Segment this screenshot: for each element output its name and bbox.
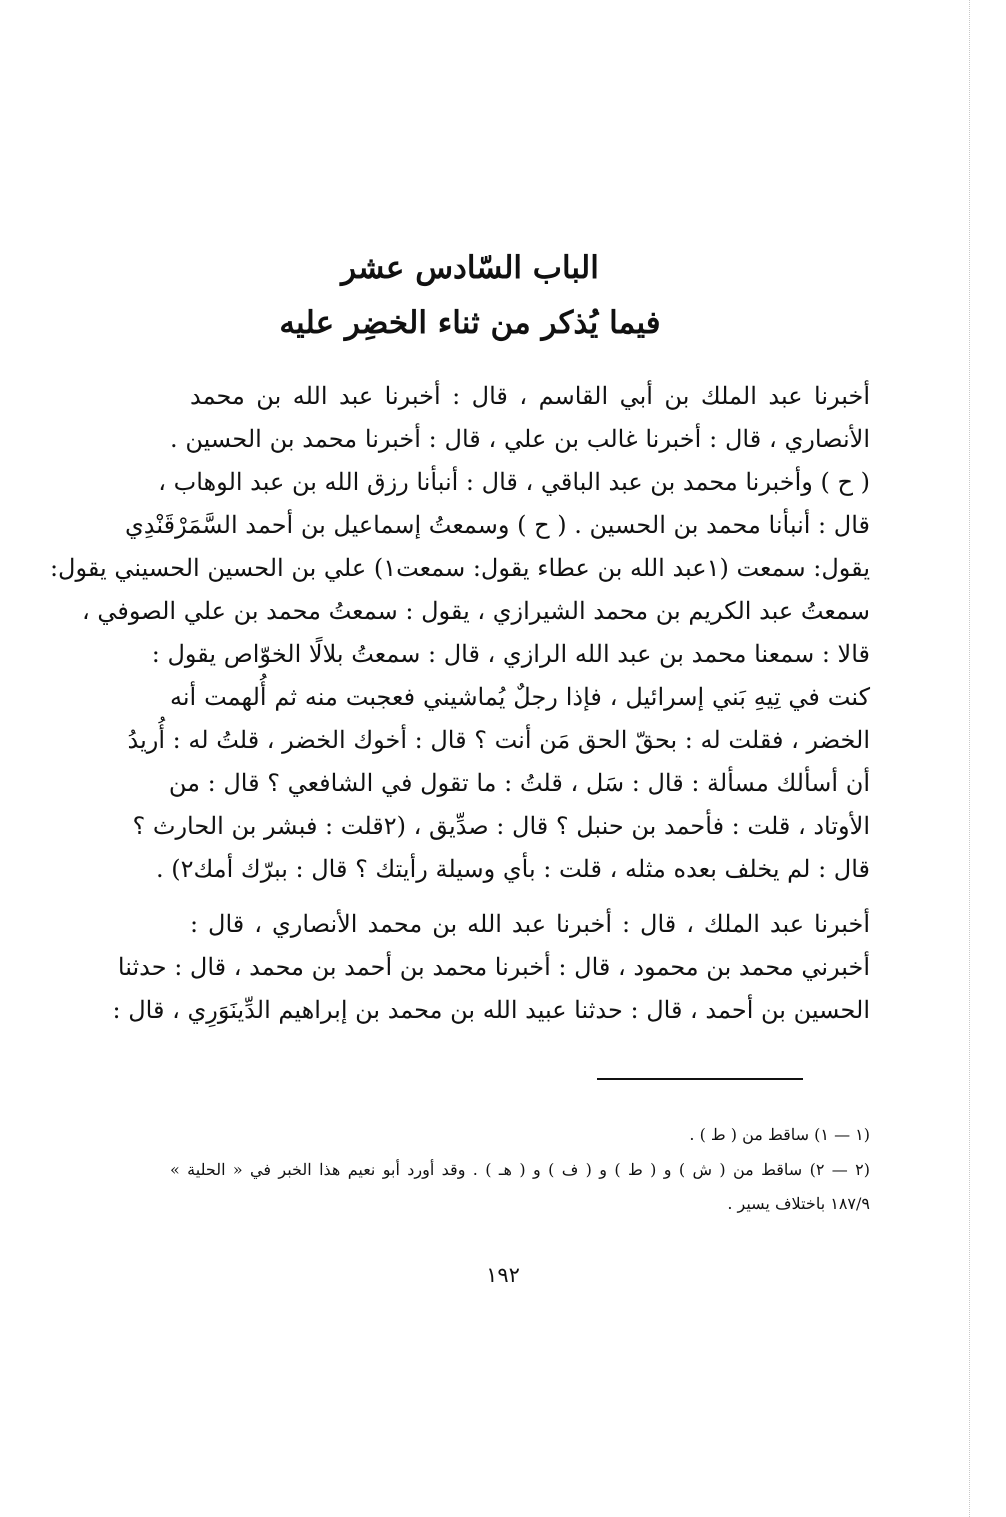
chapter-title: الباب السّادس عشر [341,250,599,286]
text-line: قال : لم يخلف بعده مثله ، قلت : بأي وسيلة رأيتك ؟ قال : ببرّك أمك٢) . [156,855,870,883]
page-number: ١٩٢ [486,1263,520,1287]
text-line: يقول: سمعت (١عبد الله بن عطاء يقول: سمعت١) علي بن الحسين الحسيني يقول: [49,554,870,582]
text-line: قالا : سمعنا محمد بن عبد الله الرازي ، قال : سمعتُ بلالًا الخوّاص يقول : [151,640,870,668]
footnote-2-continuation: ١٨٧/٩ باختلاف يسير . [727,1194,870,1213]
text-line: كنت في تِيهِ بَني إسرائيل ، فإذا رجلٌ يُماشيني فعجبت منه ثم أُلهمت أنه [170,683,870,711]
footnote-1: (١ — ١) ساقط من ( ط ) . [689,1125,870,1144]
text-line: أخبرنا عبد الملك ، قال : أخبرنا عبد الله بن محمد الأنصاري ، قال : [190,910,870,938]
text-line: أخبرني محمد بن محمود ، قال : أخبرنا محمد بن أحمد بن محمد ، قال : حدثنا [117,953,870,981]
text-line: الحسين بن أحمد ، قال : حدثنا عبيد الله بن محمد بن إبراهيم الدِّينَوَرِي ، قال : [112,996,870,1024]
text-line: الأنصاري ، قال : أخبرنا غالب بن علي ، قال : أخبرنا محمد بن الحسين . [170,425,870,453]
scan-edge-mark [968,0,970,1517]
footnote-separator [597,1078,803,1080]
text-line: أن أسألك مسألة : قال : سَل ، قلتُ : ما تقول في الشافعي ؟ قال : من [168,769,870,797]
text-line: أخبرنا عبد الملك بن أبي القاسم ، قال : أخبرنا عبد الله بن محمد [190,382,870,410]
text-line: الأوتاد ، قلت : فأحمد بن حنبل ؟ قال : صدِّيق ، (٢قلت : فبشر بن الحارث ؟ [132,812,870,840]
footnote-2: (٢ — ٢) ساقط من ( ش ) و ( ط ) و ( ف ) و ( هـ ) . وقد أورد أبو نعيم هذا الخبر في « الحلية » [170,1160,871,1179]
text-line: الخضر ، فقلت له : بحقّ الحق مَن أنت ؟ قال : أخوك الخضر ، قلتُ له : أُريدُ [127,726,870,754]
text-line: سمعتُ عبد الكريم بن محمد الشيرازي ، يقول : سمعتُ محمد بن علي الصوفي ، [82,597,870,625]
text-line: قال : أنبأنا محمد بن الحسين . ( ح ) وسمعتُ إسماعيل بن أحمد السَّمَرْقَنْدِي [125,511,870,539]
chapter-subtitle: فيما يُذكر من ثناء الخضِر عليه [279,305,661,341]
text-line: ( ح ) وأخبرنا محمد بن عبد الباقي ، قال : أنبأنا رزق الله بن عبد الوهاب ، [158,468,870,496]
